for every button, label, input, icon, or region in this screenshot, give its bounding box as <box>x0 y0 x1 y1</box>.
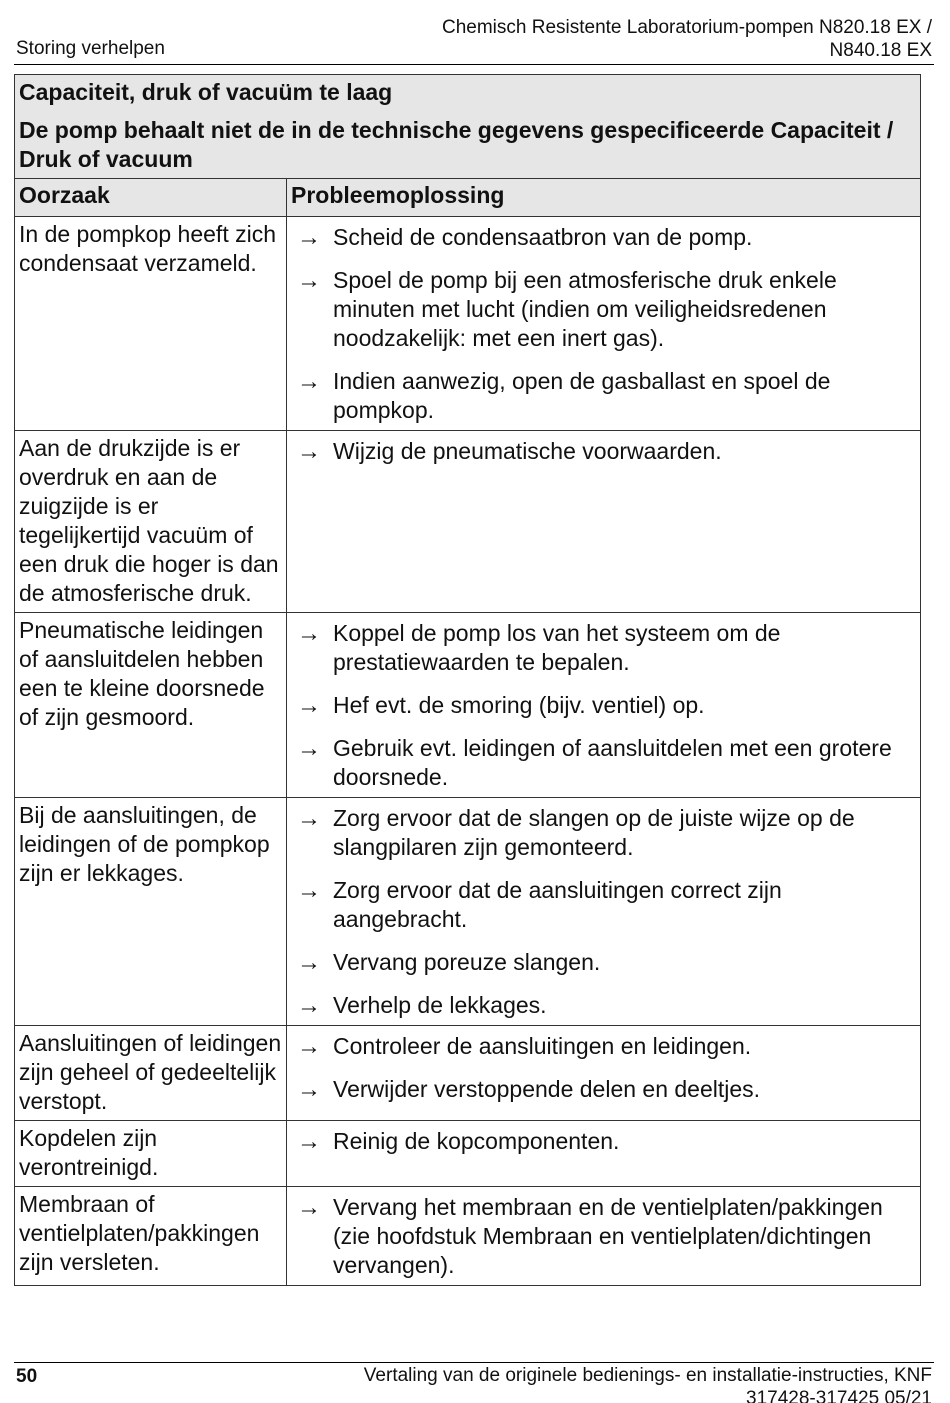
header-divider <box>14 64 934 65</box>
remedy-step <box>297 876 912 934</box>
cause-cell: Membraan of ventielplaten/pakkingen zijn versleten. <box>15 1187 287 1286</box>
remedy-cell <box>287 1187 921 1286</box>
header-product-title <box>442 16 932 62</box>
arrow-right-icon: → <box>297 438 321 465</box>
arrow-right-icon: → <box>297 692 321 719</box>
footer-doc-line2: 317428-317425 05/21 <box>746 1388 932 1403</box>
remedy-step <box>297 804 912 862</box>
remedy-text: Scheid de condensaatbron van de pomp. <box>333 224 753 250</box>
arrow-right-icon: → <box>297 620 321 647</box>
remedy-step <box>297 1075 912 1104</box>
page-number: 50 <box>16 1366 38 1387</box>
footer-document-info <box>364 1364 932 1403</box>
cause-cell: Pneumatische leidingen of aansluitdelen hebben een te kleine doorsnede of zijn gesmoord. <box>15 613 287 798</box>
table-title: Capaciteit, druk of vacuüm te laag <box>19 79 393 105</box>
column-header-remedy: Probleemoplossing <box>287 179 921 217</box>
remedy-text: Reinig de kopcomponenten. <box>333 1128 620 1154</box>
remedy-step <box>297 1127 912 1156</box>
remedy-text: Vervang het membraan en de ventielplaten/pakkingen (zie hoofdstuk Membraan en ventielplaten/dichtingen vervangen). <box>333 1194 883 1278</box>
cause-cell: Aan de drukzijde is er overdruk en aan de zuigzijde is er tegelijkertijd vacuüm of een druk die hoger is dan de atmosferische druk. <box>15 431 287 613</box>
remedy-text: Zorg ervoor dat de slangen op de juiste wijze op de slangpilaren zijn gemonteerd. <box>333 805 855 860</box>
remedy-text: Koppel de pomp los van het systeem om de prestatiewaarden te bepalen. <box>333 620 781 675</box>
remedy-cell <box>287 1121 921 1187</box>
footer-doc-line1: Vertaling van de originele bedienings- en installatie-instructies, KNF <box>363 1365 932 1386</box>
table-row <box>15 613 921 798</box>
arrow-right-icon: → <box>297 1033 321 1060</box>
footer-divider <box>14 1362 934 1363</box>
remedy-step <box>297 1032 912 1061</box>
arrow-right-icon: → <box>297 877 321 904</box>
column-header-cause: Oorzaak <box>15 179 287 217</box>
remedy-cell <box>287 798 921 1026</box>
arrow-right-icon: → <box>297 735 321 762</box>
remedy-step <box>297 734 912 792</box>
remedy-text: Wijzig de pneumatische voorwaarden. <box>333 438 722 464</box>
remedy-text: Controleer de aansluitingen en leidingen. <box>333 1033 752 1059</box>
table-subtitle: De pomp behaalt niet de in de technische gegevens gespecificeerde Capaciteit / Druk of vacuum <box>19 117 894 172</box>
remedy-cell <box>287 431 921 613</box>
cause-cell: In de pompkop heeft zich condensaat verzameld. <box>15 217 287 431</box>
remedy-text: Vervang poreuze slangen. <box>333 949 601 975</box>
arrow-right-icon: → <box>297 224 321 251</box>
cause-cell: Aansluitingen of leidingen zijn geheel of gedeeltelijk verstopt. <box>15 1026 287 1121</box>
cause-cell: Bij de aansluitingen, de leidingen of de pompkop zijn er lekkages. <box>15 798 287 1026</box>
remedy-step <box>297 367 912 425</box>
arrow-right-icon: → <box>297 1128 321 1155</box>
arrow-right-icon: → <box>297 1194 321 1221</box>
table-row <box>15 798 921 1026</box>
remedy-step <box>297 1193 912 1280</box>
header-section-title: Storing verhelpen <box>16 38 165 59</box>
remedy-step <box>297 991 912 1020</box>
remedy-step <box>297 266 912 353</box>
remedy-text: Zorg ervoor dat de aansluitingen correct zijn aangebracht. <box>333 877 782 932</box>
header-product-line1: Chemisch Resistente Laboratorium-pompen N820.18 EX / <box>441 17 932 38</box>
remedy-step <box>297 948 912 977</box>
remedy-cell <box>287 217 921 431</box>
remedy-step <box>297 691 912 720</box>
table-row <box>15 1121 921 1187</box>
remedy-text: Hef evt. de smoring (bijv. ventiel) op. <box>333 692 705 718</box>
arrow-right-icon: → <box>297 949 321 976</box>
table-body <box>15 217 921 1286</box>
remedy-text: Indien aanwezig, open de gasballast en spoel de pompkop. <box>333 368 831 423</box>
arrow-right-icon: → <box>297 1076 321 1103</box>
arrow-right-icon: → <box>297 805 321 832</box>
remedy-cell <box>287 613 921 798</box>
arrow-right-icon: → <box>297 368 321 395</box>
table-row <box>15 217 921 431</box>
arrow-right-icon: → <box>297 992 321 1019</box>
remedy-text: Gebruik evt. leidingen of aansluitdelen met een grotere doorsnede. <box>333 735 892 790</box>
table-row <box>15 431 921 613</box>
cause-cell: Kopdelen zijn verontreinigd. <box>15 1121 287 1187</box>
remedy-text: Spoel de pomp bij een atmosferische druk enkele minuten met lucht (indien om veiligheidsredenen noodzakelijk: met een inert gas). <box>333 267 837 351</box>
table-row <box>15 1026 921 1121</box>
troubleshooting-table <box>14 74 921 1286</box>
remedy-step <box>297 437 912 466</box>
remedy-text: Verhelp de lekkages. <box>333 992 547 1018</box>
remedy-step <box>297 223 912 252</box>
header-product-line2: N840.18 EX <box>829 40 932 61</box>
arrow-right-icon: → <box>297 267 321 294</box>
table-row <box>15 1187 921 1286</box>
remedy-cell <box>287 1026 921 1121</box>
remedy-step <box>297 619 912 677</box>
table-title-cell <box>15 75 921 179</box>
remedy-text: Verwijder verstoppende delen en deeltjes. <box>333 1076 761 1102</box>
